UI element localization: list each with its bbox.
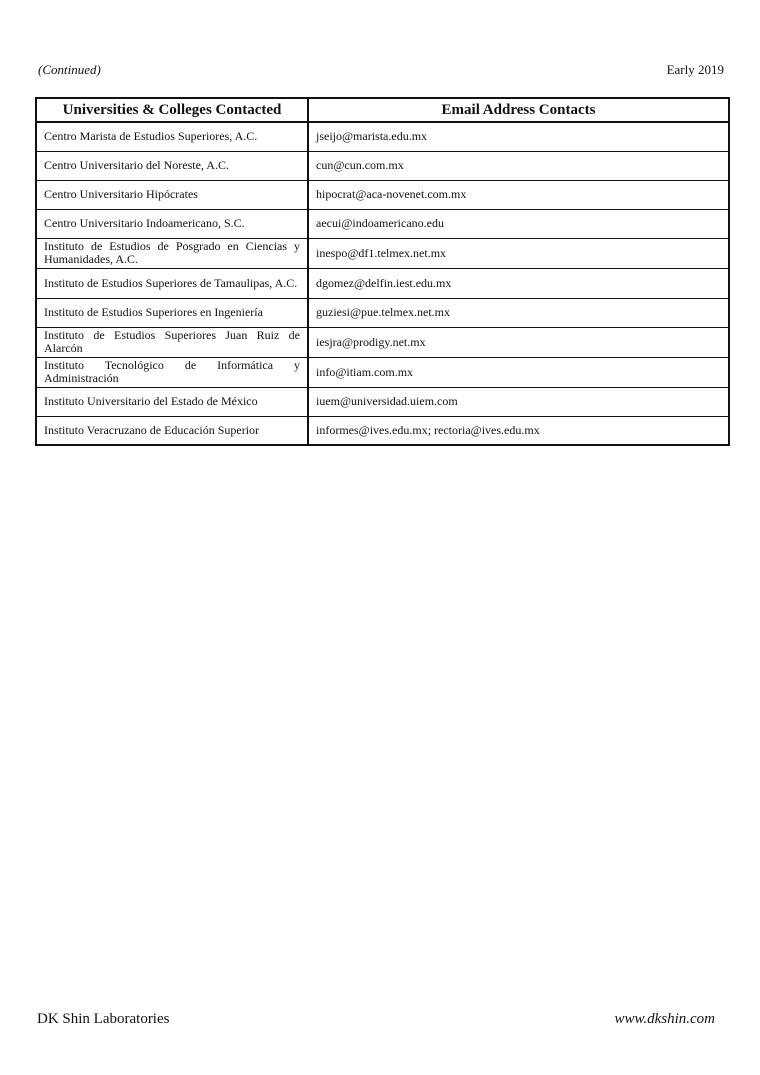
table-row <box>36 180 729 209</box>
email-cell: informes@ives.edu.mx; rectoria@ives.edu.mx <box>308 416 729 445</box>
university-cell: Centro Universitario Indoamericano, S.C. <box>36 209 308 238</box>
footer-company-name: DK Shin Laboratories <box>37 1011 170 1027</box>
university-cell: Instituto de Estudios Superiores en Ingeniería <box>36 298 308 327</box>
table-row <box>36 298 729 327</box>
table-row <box>36 268 729 298</box>
table-header-row <box>36 98 729 122</box>
university-cell: Instituto Tecnológico de Informática y Administración <box>36 357 308 387</box>
university-cell: Instituto de Estudios Superiores Juan Ruiz de Alarcón <box>36 327 308 357</box>
email-cell: iesjra@prodigy.net.mx <box>308 327 729 357</box>
table-row <box>36 357 729 387</box>
university-cell: Centro Universitario Hipócrates <box>36 180 308 209</box>
email-cell: iuem@universidad.uiem.com <box>308 387 729 416</box>
email-cell: dgomez@delfin.iest.edu.mx <box>308 268 729 298</box>
header-date-label: Early 2019 <box>666 62 724 77</box>
column-header-emails: Email Address Contacts <box>308 98 729 122</box>
email-cell: inespo@df1.telmex.net.mx <box>308 238 729 268</box>
table-row <box>36 387 729 416</box>
university-cell: Instituto Veracruzano de Educación Superior <box>36 416 308 445</box>
footer-website: www.dkshin.com <box>614 1011 715 1027</box>
table-row <box>36 209 729 238</box>
university-cell: Instituto de Estudios Superiores de Tamaulipas, A.C. <box>36 268 308 298</box>
column-header-universities: Universities & Colleges Contacted <box>36 98 308 122</box>
university-cell: Centro Marista de Estudios Superiores, A.C. <box>36 122 308 151</box>
email-cell: jseijo@marista.edu.mx <box>308 122 729 151</box>
table-row <box>36 122 729 151</box>
university-cell: Instituto Universitario del Estado de México <box>36 387 308 416</box>
email-cell: guziesi@pue.telmex.net.mx <box>308 298 729 327</box>
email-cell: cun@cun.com.mx <box>308 151 729 180</box>
header-continued-label: (Continued) <box>38 62 101 77</box>
table-row <box>36 327 729 357</box>
university-cell: Instituto de Estudios de Posgrado en Ciencias y Humanidades, A.C. <box>36 238 308 268</box>
email-cell: info@itiam.com.mx <box>308 357 729 387</box>
table-row <box>36 151 729 180</box>
contacts-table <box>35 97 730 446</box>
email-cell: hipocrat@aca-novenet.com.mx <box>308 180 729 209</box>
table-row <box>36 416 729 445</box>
university-cell: Centro Universitario del Noreste, A.C. <box>36 151 308 180</box>
table-row <box>36 238 729 268</box>
email-cell: aecui@indoamericano.edu <box>308 209 729 238</box>
